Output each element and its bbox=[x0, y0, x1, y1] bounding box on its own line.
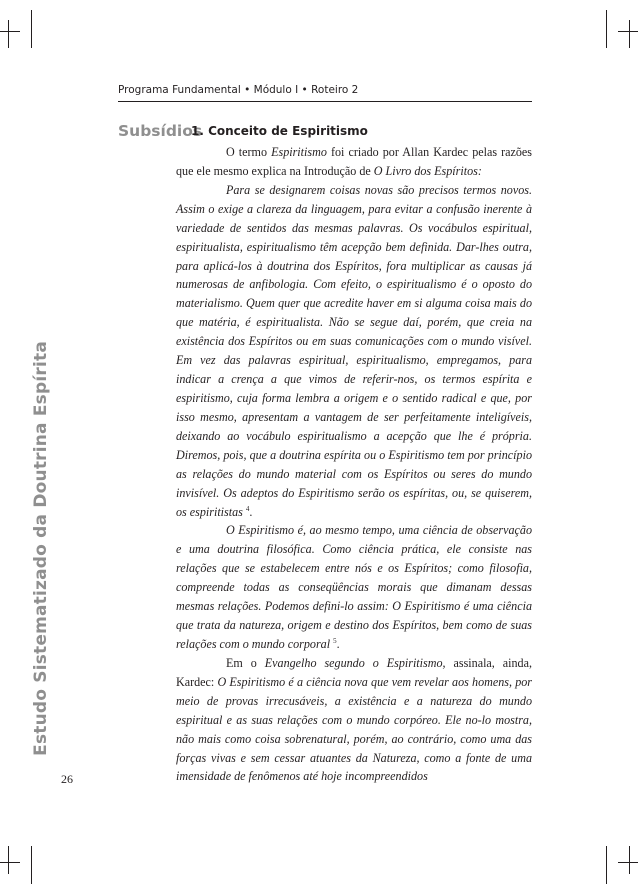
crop-mark bbox=[8, 846, 9, 874]
footnote-ref: 4 bbox=[245, 504, 250, 513]
vertical-book-title bbox=[28, 172, 54, 756]
crop-mark bbox=[0, 31, 20, 32]
running-header: Programa Fundamental • Módulo I • Roteiro 2 bbox=[118, 84, 359, 96]
crop-mark bbox=[629, 846, 630, 874]
crop-mark bbox=[606, 10, 607, 48]
text-run: Para se designarem coisas novas são precisos termos novos. Assim o exige a clareza da linguagem, para evitar a confusão inerente à variedade de sentidos das mesmas palavras. Os vocábulos espiritual, espiritualista, espiritualismo têm acepção bem definida. Dar-lhes outra, para aplicá-los à doutrina dos Espíritos, fora multiplicar as causas já numerosas de anfibologia. Com efeito, o espiritualismo é o oposto do materialismo. Quem quer que acredite haver em si alguma coisa mais do que matéria, é espiritualista. Não se segue daí, porém, que creia na existência dos Espíritos ou em suas comunicações com o mundo visível. Em vez das palavras espiritual, espiritualismo, empregamos, para indicar a crença a que vimos de referir-nos, os termos espírita e espiritismo, cuja forma lembra a origem e o sentido radical e que, por isso mesmo, apresentam a vantagem de ser perfeitamente inteligíveis, deixando ao vocábulo espiritualismo a acepção que lhe é própria. Diremos, pois, que a doutrina espírita ou o Espiritismo tem por princípio as relações do mundo material com os Espíritos ou seres do mundo invisível. Os adeptos do Espiritismo serão os espíritas, ou, se quiserem, os espiritistas bbox=[176, 182, 532, 519]
quote-paragraph-3: O Espiritismo é, ao mesmo tempo, uma ciência de observação e uma doutrina filosófica. Como ciência prática, ele consiste nas relações que se estabelecem entre nós e os Espíritos; como filosofia, compreende todas as conseqüências morais que dimanam dessas mesmas relações. Podemos defini-lo assim: O Espiritismo é uma ciência que trata da natureza, origem e destino dos Espíritos, bem como de suas relações com o mundo corporal $^5$. bbox=[176, 523, 532, 651]
crop-mark bbox=[618, 31, 638, 32]
crop-mark bbox=[31, 846, 32, 884]
crop-mark bbox=[8, 20, 9, 48]
text-run: Espiritismo bbox=[271, 145, 327, 159]
crop-mark bbox=[629, 20, 630, 48]
footnote-ref: 5 bbox=[333, 636, 337, 645]
vertical-book-title-text: Estudo Sistematizado da Doutrina Espírita bbox=[31, 341, 51, 756]
text-run: O Espiritismo é, ao mesmo tempo, uma ciência de observação e uma doutrina filosófica. Como ciência prática, ele consiste nas relações que se estabelecem entre nós e os Espíritos; como filosofia, compreende todas as conseqüências morais que dimanam dessas mesmas relações. Podemos defini-lo assim: O Espiritismo é uma ciência que trata da natureza, origem e destino dos Espíritos, bem como de suas relações com o mundo corporal bbox=[176, 523, 532, 651]
crop-mark bbox=[31, 10, 32, 48]
header-rule bbox=[118, 101, 532, 102]
page-number: 26 bbox=[61, 772, 73, 786]
text-run: O termo bbox=[226, 145, 272, 159]
text-run: assinala, ainda, Kardec: bbox=[176, 655, 532, 689]
text-run: foi criado por Allan Kardec pelas razões que ele mesmo explica na Introdução de bbox=[176, 145, 532, 178]
text-run: O Livro dos Espíritos: bbox=[373, 163, 482, 178]
paragraph-4 bbox=[176, 654, 532, 786]
text-run: O Espiritismo é a ciência nova que vem revelar aos homens, por meio de provas irrecusáveis, a existência e a natureza do mundo espiritual e as suas relações com o mundo corpóreo. Ele no-lo mostra, não mais como coisa sobrenatural, porém, ao contrário, como uma das forças vivas e sem cessar atuantes da Natureza, como a fonte de uma imensidade de fenômenos até hoje incompreendidos bbox=[176, 674, 533, 784]
section-title: 1. Conceito de Espiritismo bbox=[191, 124, 368, 138]
paragraph-1 bbox=[176, 143, 532, 181]
section-label: Subsídios bbox=[118, 122, 203, 140]
crop-mark bbox=[606, 846, 607, 884]
text-run: Em o bbox=[226, 655, 265, 670]
body-text bbox=[176, 143, 532, 786]
text-run: Evangelho segundo o Espiritismo, bbox=[264, 655, 446, 670]
crop-mark bbox=[0, 862, 20, 863]
crop-mark bbox=[618, 862, 638, 863]
quote-paragraph-2: Para se designarem coisas novas são precisos termos novos. Assim o exige a clareza da linguagem, para evitar a confusão inerente à variedade de sentidos das mesmas palavras. Os vocábulos espiritual, espiritualista, espiritualismo têm acepção bem definida. Dar-lhes outra, para aplicá-los à doutrina dos Espíritos, fora multiplicar as causas já numerosas de anfibologia. Com efeito, o espiritualismo é o oposto do materialismo. Quem quer que acredite haver em si alguma coisa mais do que matéria, é espiritualista. Não se segue daí, porém, que creia na existência dos Espíritos ou em suas comunicações com o mundo visível. Em vez das palavras espiritual, espiritualismo, empregamos, para indicar a crença a que vimos de referir-nos, os termos espírita e espiritismo, cuja forma lembra a origem e o sentido radical e que, por isso mesmo, apresentam a vantagem de ser perfeitamente inteligíveis, deixando ao vocábulo espiritualismo a acepção que lhe é própria. Diremos, pois, que a doutrina espírita ou o Espiritismo tem por princípio as relações do mundo material com os Espíritos ou seres do mundo invisível. Os adeptos do Espiritismo serão os espíritas, ou, se quiserem, os espiritistas $^4$. bbox=[176, 182, 532, 519]
